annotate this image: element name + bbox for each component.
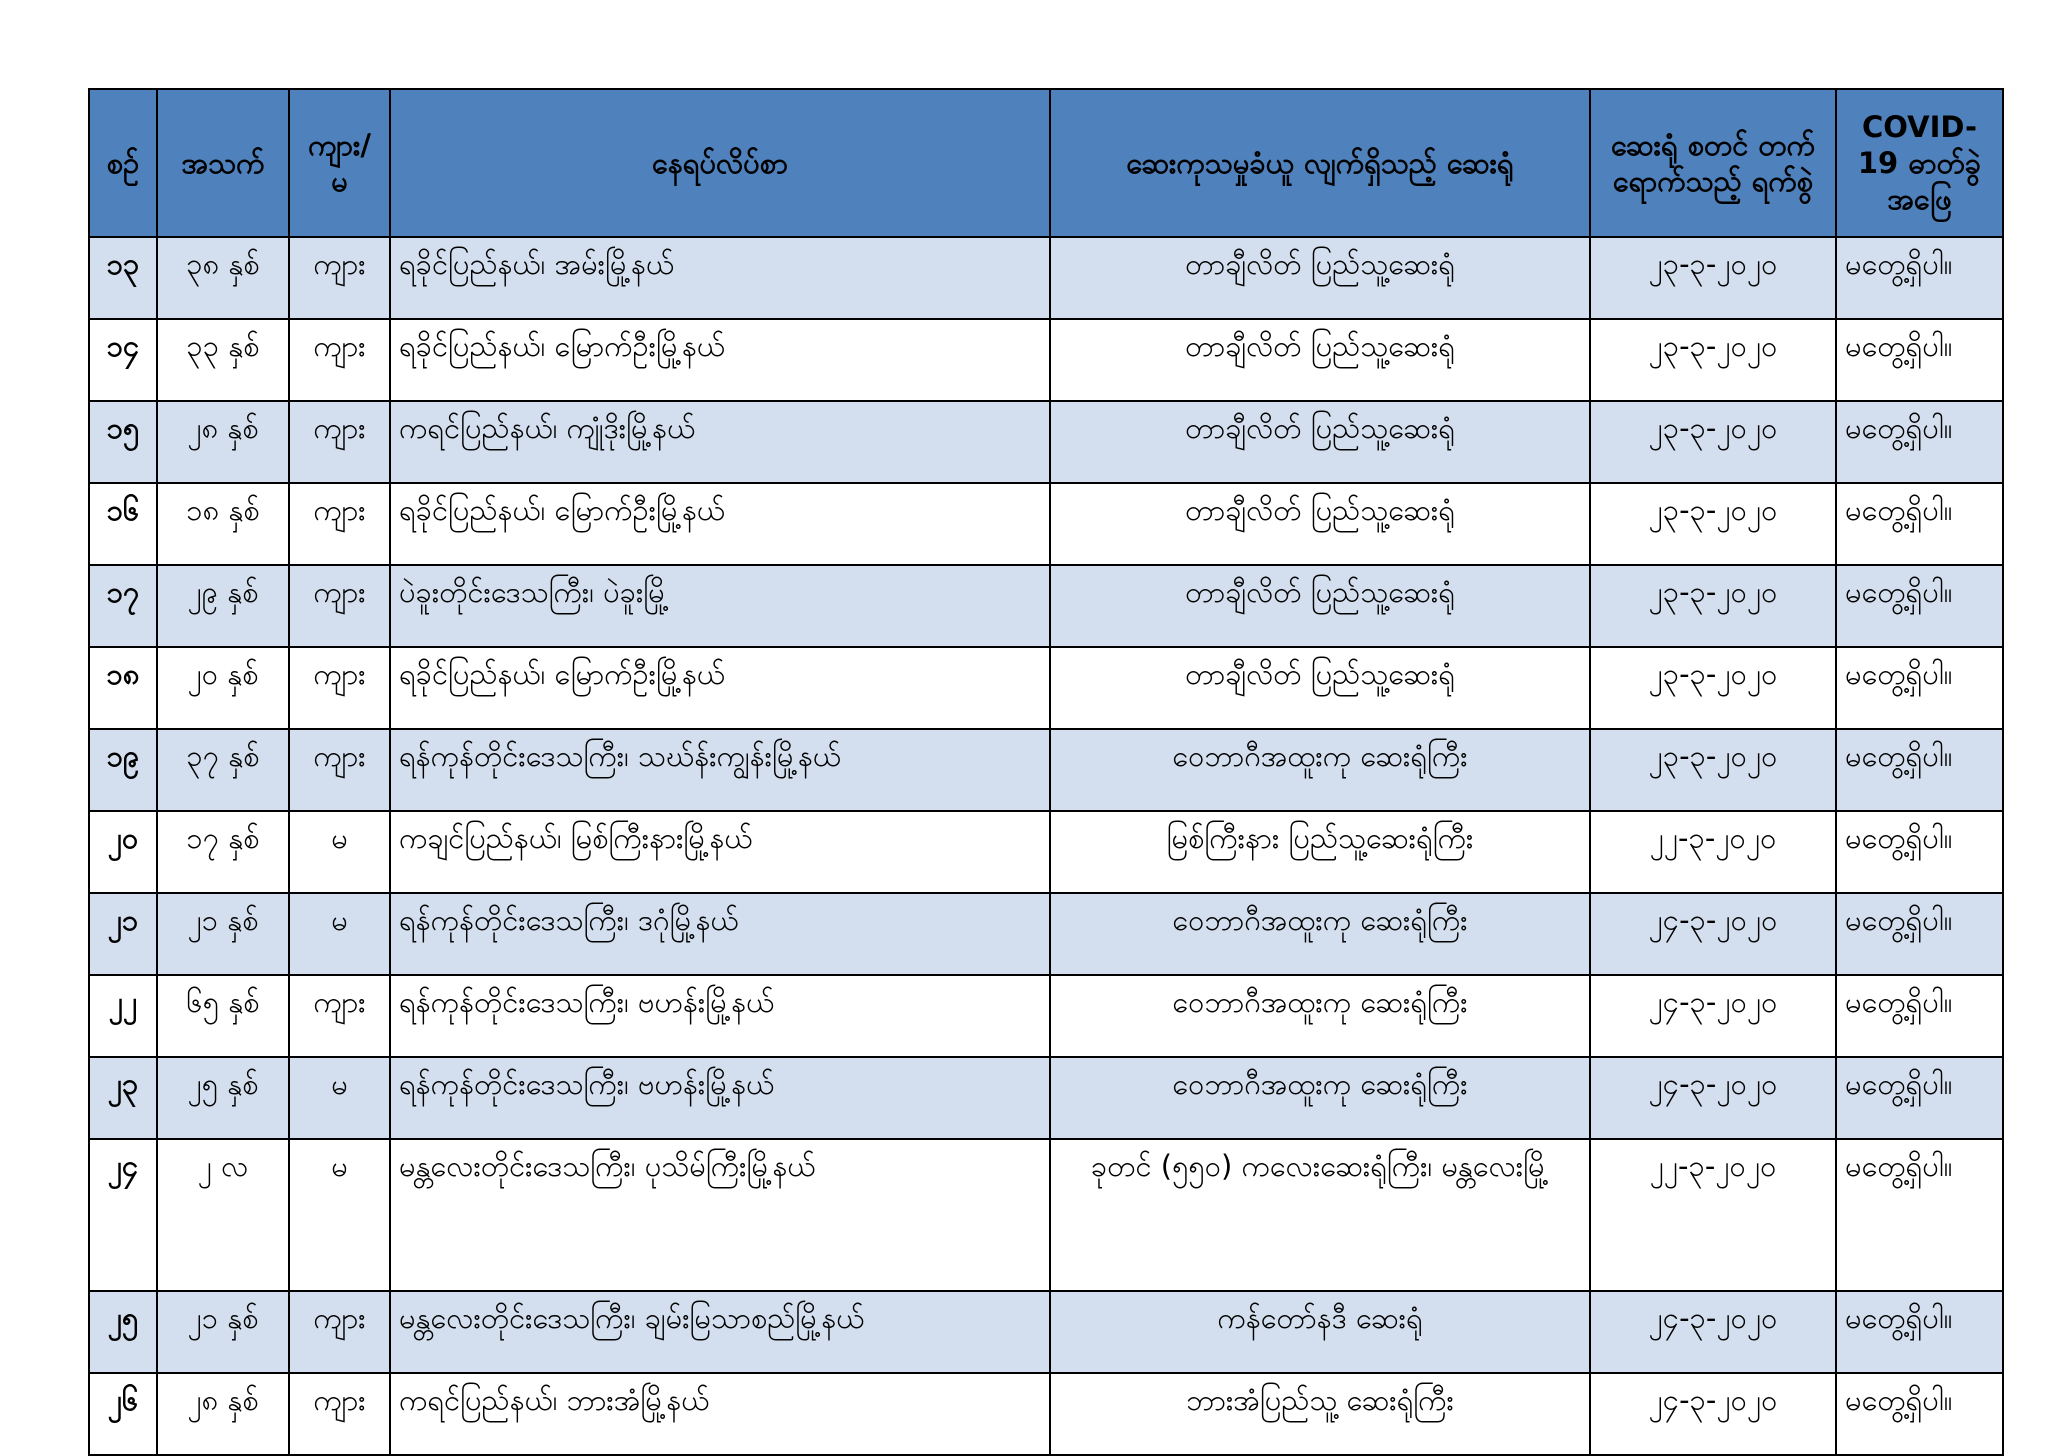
age-cell: ၃၃ နှစ် [157,319,289,401]
table-row [89,1373,2003,1455]
sex-cell: ကျား [289,1373,390,1455]
sex-cell: ကျား [289,237,390,319]
age-cell: ၂၈ နှစ် [157,401,289,483]
sex-cell: မ [289,1139,390,1291]
hospital-cell: ကန်တော်နဒီ ဆေးရုံ [1050,1291,1590,1373]
age-cell: ၂၉ နှစ် [157,565,289,647]
sex-cell: ကျား [289,565,390,647]
sex-cell: ကျား [289,975,390,1057]
admission-date-cell: ၂၃-၃-၂၀၂၀ [1590,729,1836,811]
serial-cell: ၁၅ [89,401,157,483]
address-cell: ပဲခူးတိုင်းဒေသကြီး၊ ပဲခူးမြို့ [390,565,1050,647]
patient-table [88,88,2004,1456]
admission-date-cell: ၂၄-၃-၂၀၂၀ [1590,1291,1836,1373]
admission-date-cell: ၂၄-၃-၂၀၂၀ [1590,893,1836,975]
table-row [89,893,2003,975]
test-result-cell: မတွေ့ရှိပါ။ [1836,401,2003,483]
address-cell: မန္တလေးတိုင်းဒေသကြီး၊ ချမ်းမြသာစည်မြို့နယ် [390,1291,1050,1373]
hospital-cell: တာချီလိတ် ပြည်သူ့ဆေးရုံ [1050,401,1590,483]
test-result-cell: မတွေ့ရှိပါ။ [1836,319,2003,401]
hospital-cell: မြစ်ကြီးနား ပြည်သူ့ဆေးရုံကြီး [1050,811,1590,893]
age-cell: ၁၈ နှစ် [157,483,289,565]
serial-cell: ၁၈ [89,647,157,729]
table-row [89,1139,2003,1291]
age-cell: ၆၅ နှစ် [157,975,289,1057]
table-row [89,647,2003,729]
sex-cell: ကျား [289,401,390,483]
test-result-cell: မတွေ့ရှိပါ။ [1836,565,2003,647]
age-cell: ၂၅ နှစ် [157,1057,289,1139]
hospital-cell: တာချီလိတ် ပြည်သူ့ဆေးရုံ [1050,565,1590,647]
admission-date-cell: ၂၃-၃-၂၀၂၀ [1590,565,1836,647]
test-result-cell: မတွေ့ရှိပါ။ [1836,1373,2003,1455]
header-address: နေရပ်လိပ်စာ [390,89,1050,237]
test-result-cell: မတွေ့ရှိပါ။ [1836,729,2003,811]
serial-cell: ၁၃ [89,237,157,319]
hospital-cell: တာချီလိတ် ပြည်သူ့ဆေးရုံ [1050,647,1590,729]
hospital-cell: ဝေဘာဂီအထူးကု ဆေးရုံကြီး [1050,975,1590,1057]
age-cell: ၂၁ နှစ် [157,893,289,975]
address-cell: ရခိုင်ပြည်နယ်၊ မြောက်ဦးမြို့နယ် [390,483,1050,565]
address-cell: ရန်ကုန်တိုင်းဒေသကြီး၊ ဒဂုံမြို့နယ် [390,893,1050,975]
test-result-cell: မတွေ့ရှိပါ။ [1836,237,2003,319]
age-cell: ၃၈ နှစ် [157,237,289,319]
hospital-cell: ဝေဘာဂီအထူးကု ဆေးရုံကြီး [1050,729,1590,811]
header-row [89,89,2003,237]
table-row [89,729,2003,811]
serial-cell: ၁၄ [89,319,157,401]
test-result-cell: မတွေ့ရှိပါ။ [1836,1139,2003,1291]
table-row [89,319,2003,401]
table-row [89,565,2003,647]
header-hospital: ဆေးကုသမှုခံယူ လျက်ရှိသည့် ဆေးရုံ [1050,89,1590,237]
header-serial: စဉ် [89,89,157,237]
table-row [89,1057,2003,1139]
header-test-result: COVID-19 ဓာတ်ခွဲ အဖြေ [1836,89,2003,237]
table-row [89,483,2003,565]
admission-date-cell: ၂၃-၃-၂၀၂၀ [1590,401,1836,483]
age-cell: ၂ လ [157,1139,289,1291]
serial-cell: ၁၉ [89,729,157,811]
serial-cell: ၂၀ [89,811,157,893]
test-result-cell: မတွေ့ရှိပါ။ [1836,975,2003,1057]
address-cell: ကချင်ပြည်နယ်၊ မြစ်ကြီးနားမြို့နယ် [390,811,1050,893]
serial-cell: ၁၆ [89,483,157,565]
address-cell: ရန်ကုန်တိုင်းဒေသကြီး၊ ဗဟန်းမြို့နယ် [390,975,1050,1057]
hospital-cell: တာချီလိတ် ပြည်သူ့ဆေးရုံ [1050,483,1590,565]
address-cell: ရခိုင်ပြည်နယ်၊ မြောက်ဦးမြို့နယ် [390,647,1050,729]
age-cell: ၂၀ နှစ် [157,647,289,729]
test-result-cell: မတွေ့ရှိပါ။ [1836,893,2003,975]
age-cell: ၂၈ နှစ် [157,1373,289,1455]
test-result-cell: မတွေ့ရှိပါ။ [1836,483,2003,565]
address-cell: ရခိုင်ပြည်နယ်၊ မြောက်ဦးမြို့နယ် [390,319,1050,401]
test-result-cell: မတွေ့ရှိပါ။ [1836,811,2003,893]
serial-cell: ၂၂ [89,975,157,1057]
hospital-cell: ဘားအံပြည်သူ့ ဆေးရုံကြီး [1050,1373,1590,1455]
test-result-cell: မတွေ့ရှိပါ။ [1836,1057,2003,1139]
admission-date-cell: ၂၃-၃-၂၀၂၀ [1590,237,1836,319]
hospital-cell: ဝေဘာဂီအထူးကု ဆေးရုံကြီး [1050,1057,1590,1139]
sex-cell: မ [289,893,390,975]
table-row [89,401,2003,483]
sex-cell: ကျား [289,1291,390,1373]
sex-cell: ကျား [289,483,390,565]
admission-date-cell: ၂၂-၃-၂၀၂၀ [1590,1139,1836,1291]
serial-cell: ၂၁ [89,893,157,975]
admission-date-cell: ၂၄-၃-၂၀၂၀ [1590,1373,1836,1455]
test-result-cell: မတွေ့ရှိပါ။ [1836,1291,2003,1373]
table-row [89,1291,2003,1373]
hospital-cell: ခုတင် (၅၅၀) ကလေးဆေးရုံကြီး၊ မန္တလေးမြို့ [1050,1139,1590,1291]
age-cell: ၁၇ နှစ် [157,811,289,893]
admission-date-cell: ၂၂-၃-၂၀၂၀ [1590,811,1836,893]
address-cell: ကရင်ပြည်နယ်၊ ဘားအံမြို့နယ် [390,1373,1050,1455]
admission-date-cell: ၂၃-၃-၂၀၂၀ [1590,319,1836,401]
hospital-cell: ဝေဘာဂီအထူးကု ဆေးရုံကြီး [1050,893,1590,975]
address-cell: ကရင်ပြည်နယ်၊ ကျုံဒိုးမြို့နယ် [390,401,1050,483]
serial-cell: ၂၄ [89,1139,157,1291]
test-result-cell: မတွေ့ရှိပါ။ [1836,647,2003,729]
table-row [89,975,2003,1057]
address-cell: ရန်ကုန်တိုင်းဒေသကြီး၊ ဗဟန်းမြို့နယ် [390,1057,1050,1139]
header-admission-date: ဆေးရုံ စတင် တက်ရောက်သည့် ရက်စွဲ [1590,89,1836,237]
serial-cell: ၂၆ [89,1373,157,1455]
admission-date-cell: ၂၄-၃-၂၀၂၀ [1590,975,1836,1057]
header-age: အသက် [157,89,289,237]
age-cell: ၂၁ နှစ် [157,1291,289,1373]
table-row [89,811,2003,893]
table-body [89,237,2003,1455]
hospital-cell: တာချီလိတ် ပြည်သူ့ဆေးရုံ [1050,237,1590,319]
age-cell: ၃၇ နှစ် [157,729,289,811]
serial-cell: ၁၇ [89,565,157,647]
hospital-cell: တာချီလိတ် ပြည်သူ့ဆေးရုံ [1050,319,1590,401]
table-row [89,237,2003,319]
address-cell: ရန်ကုန်တိုင်းဒေသကြီး၊ သဃ်န်းကျွန်းမြို့နယ် [390,729,1050,811]
sex-cell: မ [289,811,390,893]
sex-cell: ကျား [289,729,390,811]
address-cell: ရခိုင်ပြည်နယ်၊ အမ်းမြို့နယ် [390,237,1050,319]
address-cell: မန္တလေးတိုင်းဒေသကြီး၊ ပုသိမ်ကြီးမြို့နယ် [390,1139,1050,1291]
sex-cell: ကျား [289,319,390,401]
serial-cell: ၂၃ [89,1057,157,1139]
sex-cell: မ [289,1057,390,1139]
admission-date-cell: ၂၃-၃-၂၀၂၀ [1590,483,1836,565]
header-sex: ကျား/ မ [289,89,390,237]
sex-cell: ကျား [289,647,390,729]
admission-date-cell: ၂၃-၃-၂၀၂၀ [1590,647,1836,729]
admission-date-cell: ၂၄-၃-၂၀၂၀ [1590,1057,1836,1139]
serial-cell: ၂၅ [89,1291,157,1373]
